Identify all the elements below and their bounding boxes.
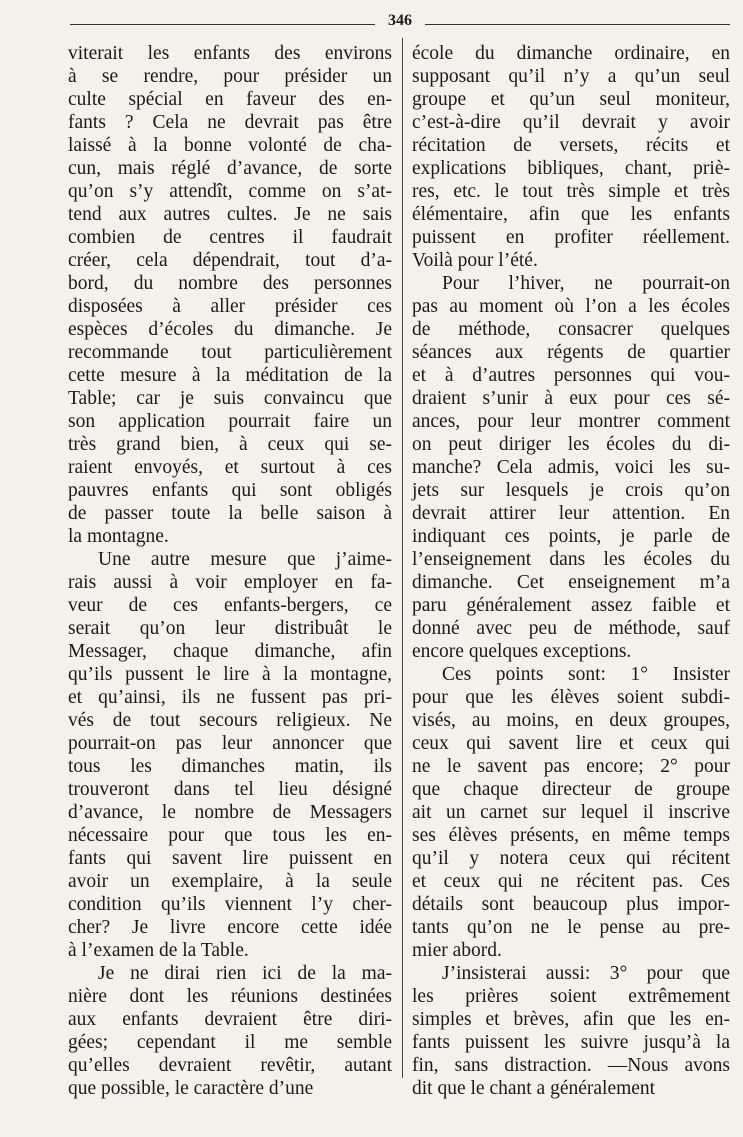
text-line: Une autre mesure que j’aime-	[98, 549, 392, 570]
text-line: dimanche. Cet enseignement m’a	[412, 572, 730, 593]
text-line: de méthode, consacrer quelques	[412, 319, 730, 340]
text-line: c’est-à-dire qu’il devrait y avoir	[412, 112, 730, 133]
text-line: qu’ils pussent le lire à la montagne,	[68, 664, 392, 685]
text-line: dit que le chant a généralement	[412, 1078, 656, 1099]
text-line: Je ne dirai rien ici de la ma-	[98, 963, 392, 984]
text-line: tous les dimanches matin, ils	[68, 756, 392, 777]
text-line: condition qu’ils viennent l’y cher-	[68, 894, 392, 915]
text-line: Table; car je suis convaincu que	[68, 388, 392, 409]
text-line: d’avance, le nombre de Messagers	[68, 802, 392, 823]
text-line: simples et brèves, afin que les en-	[412, 1009, 730, 1030]
text-line: pauvres enfants qui sont obligés	[68, 480, 392, 501]
text-line: mier abord.	[412, 940, 502, 961]
header-rule-left	[70, 24, 375, 25]
text-line: raient envoyés, et surtout à ces	[68, 457, 392, 478]
text-line: disposées à aller présider ces	[68, 296, 392, 317]
text-line: très grand bien, à ceux qui se-	[68, 434, 392, 455]
column-separator	[402, 38, 403, 1078]
text-line: école du dimanche ordinaire, en	[412, 43, 730, 64]
text-line: J’insisterai aussi: 3° pour que	[442, 963, 730, 984]
text-line: à se rendre, pour présider un	[68, 66, 392, 87]
text-line: culte spécial en faveur des en-	[68, 89, 392, 110]
text-line: séances aux régents de quartier	[412, 342, 730, 363]
text-line: qu’il y notera ceux qui récitent	[412, 848, 730, 869]
text-line: pour que les élèves soient subdi-	[412, 687, 730, 708]
text-line: puissent en profiter réellement.	[412, 227, 730, 248]
text-line: ances, pour leur montrer comment	[412, 411, 730, 432]
text-line: encore quelques exceptions.	[412, 641, 632, 662]
text-line: manche? Cela admis, voici les su-	[412, 457, 730, 478]
text-line: fin, sans distraction. —Nous avons	[412, 1055, 730, 1076]
text-line: ne le savent pas encore; 2° pour	[412, 756, 730, 777]
text-line: les prières soient extrêmement	[412, 986, 730, 1007]
text-line: cun, mais réglé d’avance, de sorte	[68, 158, 392, 179]
text-line: jets sur lesquels je crois qu’on	[412, 480, 730, 501]
text-line: et ceux qui ne récitent pas. Ces	[412, 871, 730, 892]
text-line: récitation de versets, récits et	[412, 135, 730, 156]
text-line: de passer toute la belle saison à	[68, 503, 392, 524]
text-line: paru généralement assez faible et	[412, 595, 730, 616]
text-line: ait un carnet sur lequel il inscrive	[412, 802, 730, 823]
text-line: serait qu’on leur distribuât le	[68, 618, 392, 639]
text-line: son application pourrait faire un	[68, 411, 392, 432]
text-line: visés, au moins, en deux groupes,	[412, 710, 730, 731]
text-line: groupe et qu’un seul moniteur,	[412, 89, 730, 110]
text-line: on peut diriger les écoles du di-	[412, 434, 730, 455]
text-line: vés de tout secours religieux. Ne	[68, 710, 392, 731]
text-line: aux enfants devraient être diri-	[68, 1009, 392, 1030]
page-number: 346	[388, 12, 412, 29]
text-line: viterait les enfants des environs	[68, 43, 392, 64]
text-line: et qu’ainsi, ils ne fussent pas pri-	[68, 687, 392, 708]
text-line: donné avec peu de méthode, sauf	[412, 618, 730, 639]
text-line: et à d’autres personnes qui vou-	[412, 365, 730, 386]
text-line: devrait attirer leur attention. En	[412, 503, 730, 524]
text-line: la montagne.	[68, 526, 169, 547]
text-line: créer, cela dépendrait, tout d’a-	[68, 250, 392, 271]
text-line: qu’on s’y attendît, comme on s’at-	[68, 181, 392, 202]
page-header	[70, 10, 730, 40]
text-line: explications bibliques, chant, priè-	[412, 158, 730, 179]
text-line: Ces points sont: 1° Insister	[442, 664, 730, 685]
text-line: espèces d’écoles du dimanche. Je	[68, 319, 392, 340]
text-line: fants puissent les suivre jusqu’à la	[412, 1032, 730, 1053]
text-line: supposant qu’il n’y a qu’un seul	[412, 66, 730, 87]
text-line: avoir un exemplaire, à la seule	[68, 871, 392, 892]
header-rule-right	[425, 24, 730, 25]
text-line: élémentaire, afin que les enfants	[412, 204, 730, 225]
text-line: laissé à la bonne volonté de cha-	[68, 135, 392, 156]
text-line: veur de ces enfants-bergers, ce	[68, 595, 392, 616]
text-line: pas au moment où l’on a les écoles	[412, 296, 730, 317]
text-line: gées; cependant il me semble	[68, 1032, 392, 1053]
text-line: recommande tout particulièrement	[68, 342, 392, 363]
text-line: que possible, le caractère d’une	[68, 1078, 314, 1099]
text-line: trouveront dans tel lieu désigné	[68, 779, 392, 800]
text-line: fants ? Cela ne devrait pas être	[68, 112, 392, 133]
text-line: Pour l’hiver, ne pourrait-on	[442, 273, 730, 294]
text-line: bord, du nombre des personnes	[68, 273, 392, 294]
text-line: que chaque directeur de groupe	[412, 779, 730, 800]
text-line: détails sont beaucoup plus impor-	[412, 894, 730, 915]
text-line: res, etc. le tout très simple et très	[412, 181, 730, 202]
text-line: tend aux autres cultes. Je ne sais	[68, 204, 392, 225]
text-line: l’enseignement dans les écoles du	[412, 549, 730, 570]
text-line: Messager, chaque dimanche, afin	[68, 641, 392, 662]
text-line: pourrait-on pas leur annoncer que	[68, 733, 392, 754]
text-line: tants qu’on ne le pense au pre-	[412, 917, 730, 938]
text-line: draient s’unir à eux pour ces sé-	[412, 388, 730, 409]
text-line: ses élèves présents, en même temps	[412, 825, 730, 846]
text-line: Voilà pour l’été.	[412, 250, 538, 271]
left-column	[68, 42, 392, 1100]
text-line: rais aussi à voir employer en fa-	[68, 572, 392, 593]
text-line: qu’elles devraient revêtir, autant	[68, 1055, 392, 1076]
text-line: cette mesure à la méditation de la	[68, 365, 392, 386]
text-line: fants qui savent lire puissent en	[68, 848, 392, 869]
text-line: ceux qui savent lire et ceux qui	[412, 733, 730, 754]
text-line: nécessaire pour que tous les en-	[68, 825, 392, 846]
text-line: combien de centres il faudrait	[68, 227, 392, 248]
text-line: à l’examen de la Table.	[68, 940, 249, 961]
text-line: cher? Je livre encore cette idée	[68, 917, 392, 938]
text-line: nière dont les réunions destinées	[68, 986, 392, 1007]
text-line: indiquant ces points, je parle de	[412, 526, 730, 547]
right-column	[412, 42, 730, 1100]
